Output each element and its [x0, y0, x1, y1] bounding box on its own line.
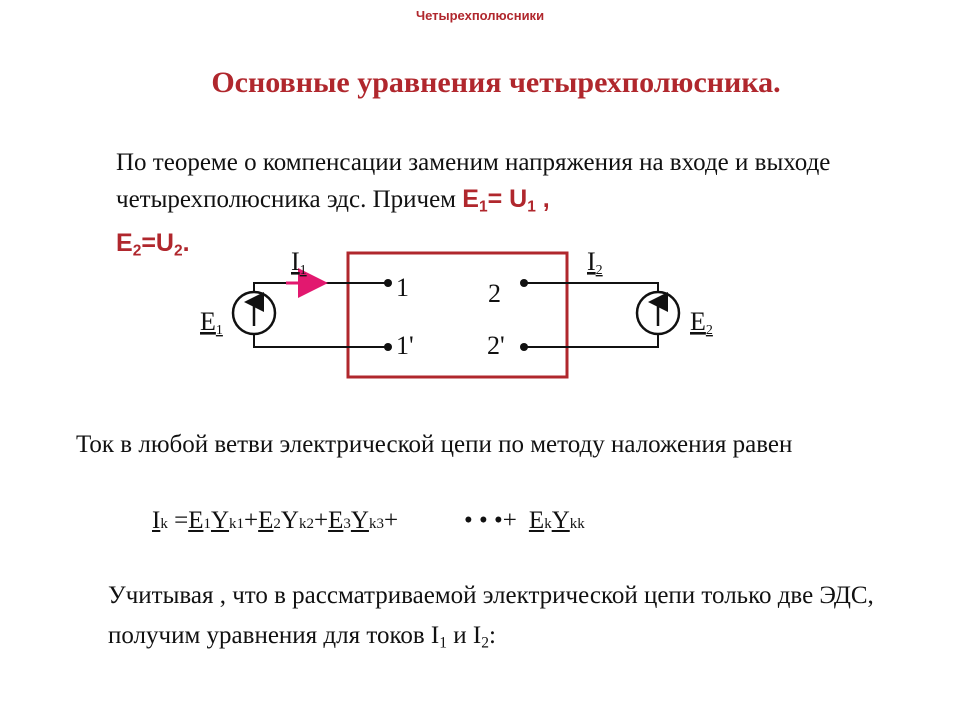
equation-e1-u1: $E_1= U_1$ , [462, 185, 550, 216]
terminal-1-dot [384, 279, 392, 287]
right-top-wire [524, 283, 658, 293]
label-terminal-2p: 2' [487, 331, 505, 360]
label-terminal-2: 2 [488, 279, 501, 308]
terminal-2p-dot [520, 343, 528, 351]
label-terminal-1: 1 [396, 273, 409, 302]
left-bottom-wire [254, 334, 388, 347]
paragraph-two-emf: Учитывая , что в рассматриваемой электрической цепи только две ЭДС, получим уравнения для токов $I_1$ и $I_2$: [108, 582, 874, 652]
paragraph-superposition: Ток в любой ветви электрической цепи по методу наложения равен [76, 431, 793, 458]
paragraph-text: По теореме о компенсации заменим напряжения на входе и выходе четырехполюсника эдс. Причем [116, 149, 831, 213]
label-e2: E2 [690, 307, 713, 338]
terminal-1p-dot [384, 343, 392, 351]
label-i2: I2 [587, 247, 603, 278]
label-e1: E1 [200, 307, 223, 338]
label-i1: I1 [291, 247, 307, 278]
terminal-2-dot [520, 279, 528, 287]
slide-title: Основные уравнения четырехполюсника. [211, 66, 781, 99]
right-bottom-wire [524, 334, 658, 347]
two-port-box [348, 253, 567, 377]
superposition-formula: Ik =E1Yk1+E2Yk2+E3Yk3+ • • •+ EkYkk [152, 507, 585, 534]
label-terminal-1p: 1' [396, 331, 414, 360]
slide-header: Четырехполюсники [415, 8, 545, 23]
equation-e2-u2: $E_2=U_2$. [116, 229, 190, 260]
